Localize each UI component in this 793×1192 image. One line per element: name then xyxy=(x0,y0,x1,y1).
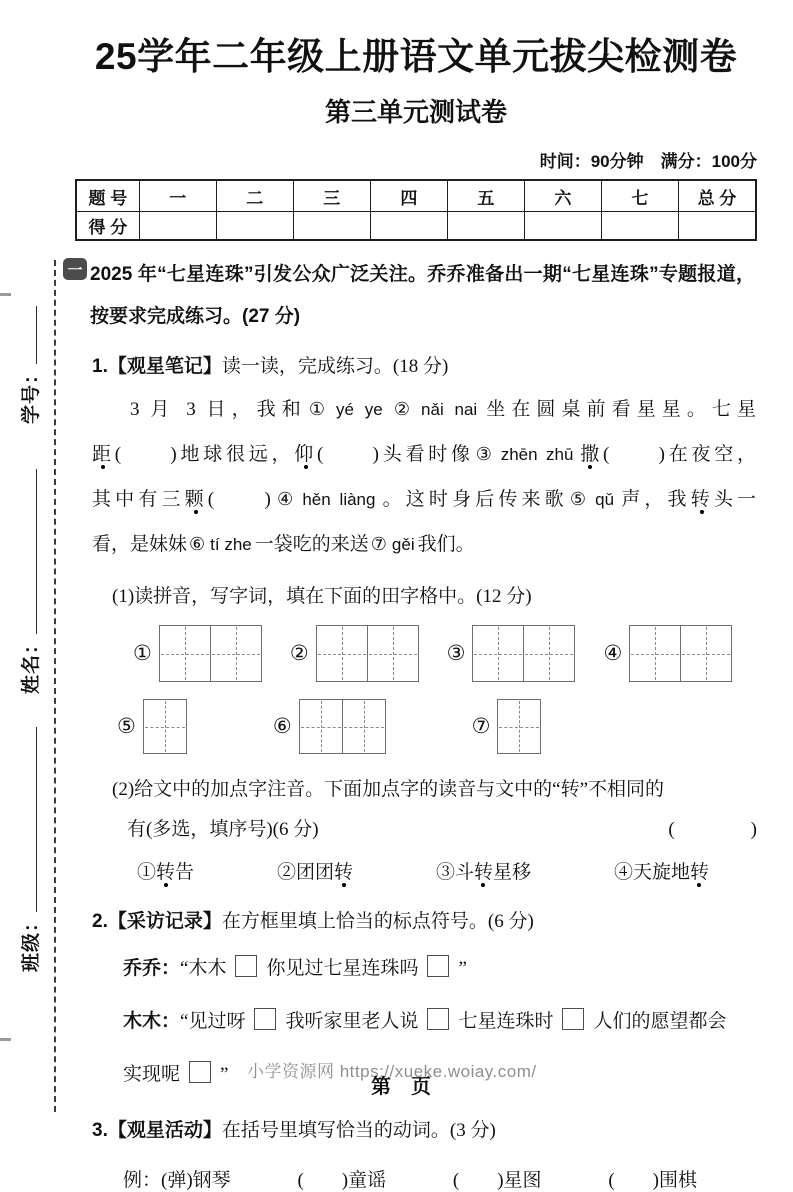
question-3-heading xyxy=(92,1117,757,1145)
score-header-cell: 四 xyxy=(370,180,447,212)
tianzige-grid[interactable] xyxy=(316,625,419,682)
text-run: 。这时身后传来歌 xyxy=(378,489,568,510)
tianzige-item xyxy=(603,625,732,682)
class-label: 班级： xyxy=(21,911,42,972)
verb-example-row xyxy=(123,1165,697,1192)
tianzige-item xyxy=(273,699,386,754)
tianzige-item xyxy=(133,625,262,682)
dotted-char: 仰 xyxy=(294,444,318,465)
tianzige-cell[interactable] xyxy=(144,700,186,753)
tianzige-item xyxy=(472,699,542,754)
text-run: 实现呢 xyxy=(123,1064,181,1085)
tianzige-cell[interactable] xyxy=(300,700,342,753)
text-run: 3 月 3 日，我和 xyxy=(130,399,307,420)
circled-number: ② xyxy=(387,399,417,419)
score-header-cell: 三 xyxy=(293,180,370,212)
score-header-cell: 二 xyxy=(216,180,293,212)
dotted-char: 转 xyxy=(689,862,709,883)
interview-line xyxy=(123,1002,743,1042)
sub-question-2-continuation xyxy=(127,814,757,841)
dotted-char: 转 xyxy=(156,862,176,883)
score-cell[interactable] xyxy=(678,212,756,241)
text-run: 星移 xyxy=(492,862,531,883)
score-header-cell: 六 xyxy=(524,180,601,212)
score-header-cell: 总 分 xyxy=(678,180,756,212)
question-2-tag: 【采访记录】 xyxy=(107,911,222,932)
circled-number: ① xyxy=(308,399,332,419)
text-run: ③斗 xyxy=(435,862,474,883)
text-run: 其中有三 xyxy=(92,489,185,510)
section-one-intro: 2025 年“七星连珠”引发公众广泛关注。乔乔准备出一期“七星连珠”专题报道，按要求完成练习。(27 分) xyxy=(90,264,755,327)
circled-number: ⑦ xyxy=(370,534,387,554)
score-cell[interactable] xyxy=(447,212,524,241)
student-id-label: 学号： xyxy=(21,363,42,424)
punctuation-box[interactable] xyxy=(427,1008,449,1030)
page-number: 第 页 xyxy=(371,1076,431,1098)
tianzige-cell[interactable] xyxy=(498,700,540,753)
question-1-number: 1. xyxy=(92,356,108,377)
grid-label: ① xyxy=(133,641,152,665)
text-run: 你见过七星连珠吗 xyxy=(266,958,419,979)
circled-number: ③ xyxy=(475,444,496,464)
dotted-char: 转 xyxy=(473,862,493,883)
sub-question-2-text-2: 有(多选，填序号)(6 分) xyxy=(127,819,319,840)
option-4[interactable] xyxy=(614,857,709,884)
text-run: 我听家里老人说 xyxy=(285,1011,419,1032)
tianzige-cell[interactable] xyxy=(160,626,210,681)
text-run: ① xyxy=(137,862,157,883)
answer-blank[interactable]: ( ) xyxy=(668,819,757,840)
passage-line xyxy=(92,522,756,567)
tianzige-grid[interactable] xyxy=(143,699,187,754)
speaker-name: 木木： xyxy=(123,1011,181,1032)
text-run: ( )地球很远， xyxy=(114,444,295,465)
text-run: 看，是妹妹 xyxy=(92,534,188,555)
tianzige-grid[interactable] xyxy=(629,625,732,682)
writing-grids-row-2 xyxy=(117,699,757,754)
question-1-tag: 【观星笔记】 xyxy=(107,356,222,377)
pinyin: hěn liàng xyxy=(302,490,376,509)
text-run: 告 xyxy=(175,862,195,883)
writing-grids-row-1 xyxy=(133,625,757,682)
text-run: ” xyxy=(220,1064,229,1085)
page-title: 25学年二年级上册语文单元拔尖检测卷 xyxy=(94,36,738,77)
interview-line xyxy=(123,949,743,989)
punctuation-box[interactable] xyxy=(235,955,257,977)
score-cell[interactable] xyxy=(601,212,678,241)
exam-time-score: 时间：90分钟 满分：100分 xyxy=(539,152,757,171)
tianzige-grid[interactable] xyxy=(159,625,262,682)
tianzige-cell[interactable] xyxy=(523,626,574,681)
tianzige-cell[interactable] xyxy=(317,626,367,681)
circled-number: ⑥ xyxy=(189,534,206,554)
text-run: ( ) xyxy=(207,489,271,510)
score-table xyxy=(75,179,757,241)
question-1-text: 读一读，完成练习。(18 分) xyxy=(221,356,449,377)
circled-number: ⑤ xyxy=(569,489,591,509)
option-3[interactable] xyxy=(436,857,531,884)
verb-example: 例：(弹)钢琴 xyxy=(123,1170,231,1191)
text-run: ②团团 xyxy=(276,862,334,883)
score-header-cell: 题 号 xyxy=(76,180,139,212)
text-run: 声，我 xyxy=(617,489,691,510)
score-header-cell: 七 xyxy=(601,180,678,212)
tianzige-cell[interactable] xyxy=(342,700,385,753)
question-1-heading xyxy=(92,353,757,381)
text-run: 坐在圆桌前看星星。七星 xyxy=(480,399,756,420)
tianzige-cell[interactable] xyxy=(473,626,523,681)
passage-line xyxy=(92,477,756,522)
dotted-char: 撒 xyxy=(576,444,603,465)
question-3-text: 在括号里填写恰当的动词。(3 分) xyxy=(221,1120,496,1141)
pinyin: zhēn zhū xyxy=(500,445,574,464)
punctuation-box[interactable] xyxy=(562,1008,584,1030)
grid-label: ⑥ xyxy=(272,714,292,738)
tianzige-cell[interactable] xyxy=(210,626,261,681)
watermark-url: 小学资源网 https://xueke.woiay.com/ xyxy=(247,1062,537,1081)
tianzige-cell[interactable] xyxy=(630,626,680,681)
verb-blank-1[interactable]: ( )童谣 xyxy=(297,1170,387,1191)
score-row-label: 得 分 xyxy=(76,212,139,241)
question-2-number: 2. xyxy=(92,911,108,932)
text-run: ” xyxy=(458,958,467,979)
tianzige-item xyxy=(447,625,576,682)
pinyin: gěi xyxy=(391,535,415,554)
pinyin: yé ye xyxy=(336,400,383,419)
reading-passage xyxy=(92,387,756,567)
punctuation-box[interactable] xyxy=(254,1008,276,1030)
score-table-score-row xyxy=(76,212,756,241)
dotted-char: 转 xyxy=(690,489,714,510)
tianzige-grid[interactable] xyxy=(472,625,575,682)
option-list xyxy=(137,857,709,884)
page-subtitle: 第三单元测试卷 xyxy=(324,97,507,127)
dotted-char: 转 xyxy=(334,862,354,883)
grid-label: ② xyxy=(289,641,309,665)
verb-blank-2[interactable]: ( )星图 xyxy=(452,1170,542,1191)
question-2-heading xyxy=(92,908,757,936)
sub-question-1-text: (1)读拼音，写字词，填在下面的田字格中。(12 分) xyxy=(112,586,532,607)
question-2-text: 在方框里填上恰当的标点符号。(6 分) xyxy=(221,911,534,932)
section-one-badge: 一 xyxy=(63,258,87,280)
tianzige-cell[interactable] xyxy=(680,626,731,681)
score-header-cell: 一 xyxy=(139,180,216,212)
text-run: “见过呀 xyxy=(180,1011,246,1032)
text-run: 一袋吃的来送 xyxy=(254,534,369,555)
sub-question-2-text: (2)给文中的加点字注音。下面加点字的读音与文中的“转”不相同的 xyxy=(112,779,665,800)
verb-blank-3[interactable]: ( )围棋 xyxy=(608,1170,697,1191)
score-cell[interactable] xyxy=(370,212,447,241)
tianzige-item xyxy=(117,699,187,754)
grid-label: ⑤ xyxy=(117,714,136,738)
text-run: ( )头看时像 xyxy=(317,444,474,465)
text-run: 人们的愿望都会 xyxy=(593,1011,727,1032)
dotted-char: 距 xyxy=(92,444,115,465)
score-cell[interactable] xyxy=(293,212,370,241)
grid-label: ⑦ xyxy=(471,714,491,738)
text-run: 我们。 xyxy=(417,534,475,555)
score-header-cell: 五 xyxy=(447,180,524,212)
grid-label: ③ xyxy=(446,641,466,665)
pinyin: nǎi nai xyxy=(421,400,478,419)
passage-line xyxy=(92,432,756,477)
question-3-number: 3. xyxy=(92,1120,108,1141)
text-run: 七星连珠时 xyxy=(458,1011,554,1032)
student-name-label: 姓名： xyxy=(21,633,42,694)
speaker-name: 乔乔： xyxy=(123,958,181,979)
question-3-tag: 【观星活动】 xyxy=(107,1120,222,1141)
option-1[interactable] xyxy=(137,857,194,884)
score-cell[interactable] xyxy=(524,212,601,241)
punctuation-box[interactable] xyxy=(427,955,449,977)
section-one xyxy=(67,254,755,338)
grid-label: ④ xyxy=(603,641,623,665)
circled-number: ④ xyxy=(272,489,298,509)
text-run: ( )在夜空， xyxy=(603,444,756,465)
score-cell[interactable] xyxy=(216,212,293,241)
score-table-header-row xyxy=(76,180,756,212)
dotted-char: 颗 xyxy=(184,489,208,510)
tianzige-cell[interactable] xyxy=(367,626,418,681)
score-cell[interactable] xyxy=(139,212,216,241)
option-2[interactable] xyxy=(277,857,353,884)
tianzige-item xyxy=(290,625,419,682)
pinyin: tí zhe xyxy=(210,535,252,554)
tianzige-grid[interactable] xyxy=(299,699,386,754)
punctuation-box[interactable] xyxy=(189,1061,211,1083)
text-run: 头一 xyxy=(713,489,756,510)
text-run: ④天旋地 xyxy=(613,862,690,883)
pinyin: qǔ xyxy=(595,490,615,509)
tianzige-grid[interactable] xyxy=(497,699,541,754)
passage-line xyxy=(92,387,756,432)
text-run: “木木 xyxy=(180,958,227,979)
